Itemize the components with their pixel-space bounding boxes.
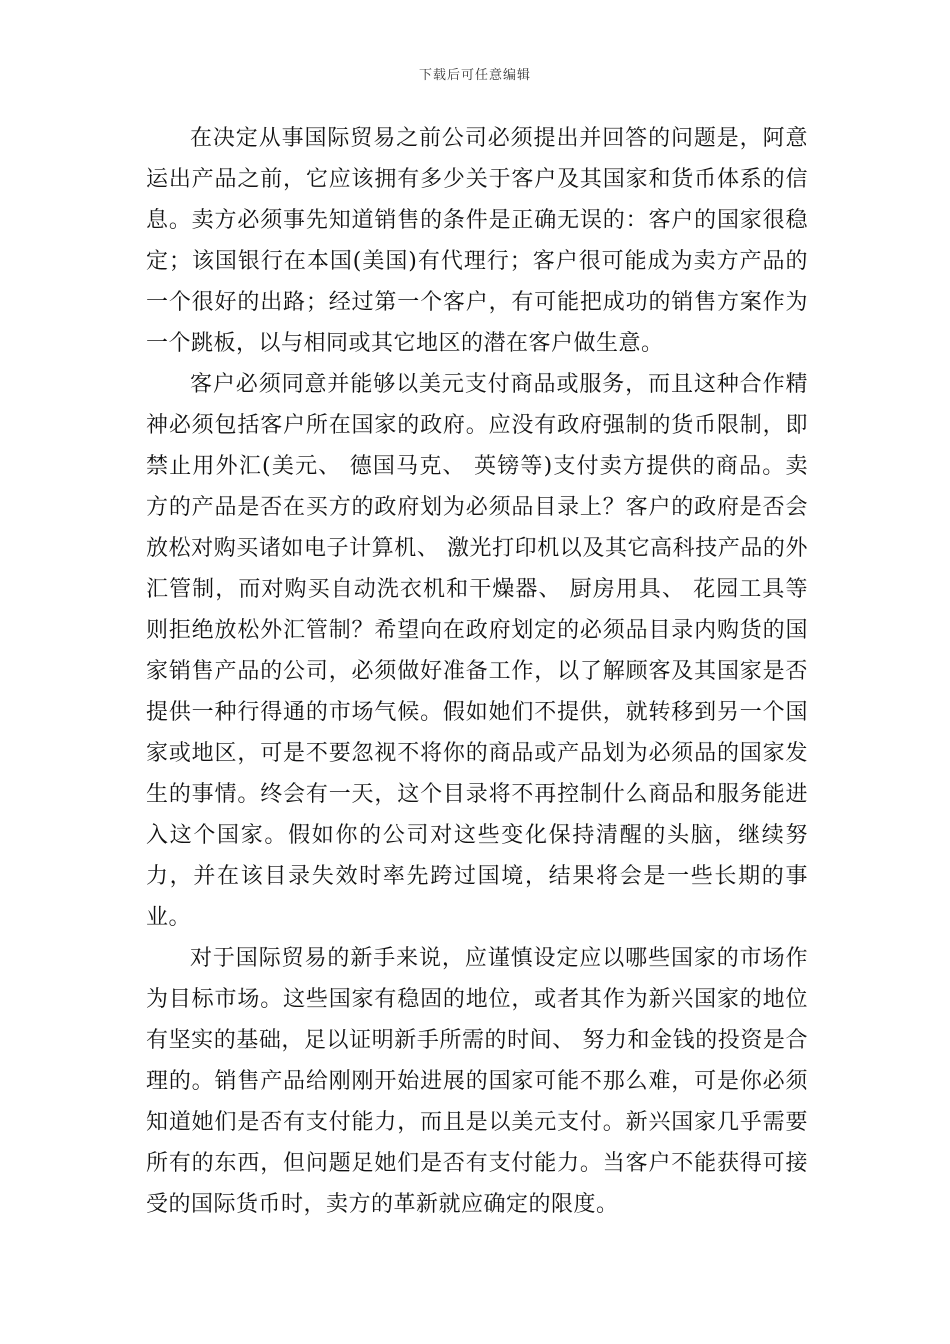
document-body (146, 118, 808, 1225)
paragraph-2: 客户必须同意并能够以美元支付商品或服务，而且这种合作精神必须包括客户所在国家的政府。应没有政府强制的货币限制，即禁止用外汇(美元、 德国马克、 英镑等)支付卖方提供的商品。卖方的产品是否在买方的政府划为必须品目录上？客户的政府是否会放松对购买诸如电子计算机、 激光打印机以及其它高科技产品的外汇管制，而对购买自动洗衣机和干燥器、 厨房用具、 花园工具等则拒绝放松外汇管制？希望向在政府划定的必须品目录内购货的国家销售产品的公司，必须做好准备工作，以了解顾客及其国家是否提供一种行得通的市场气候。假如她们不提供，就转移到另一个国家或地区，可是不要忽视不将你的商品或产品划为必须品的国家发生的事情。终会有一天，这个目录将不再控制什么商品和服务能进入这个国家。假如你的公司对这些变化保持清醒的头脑，继续努力，并在该目录失效时率先跨过国境，结果将会是一些长期的事业。 (146, 372, 808, 930)
page-header: 下载后可任意编辑 (418, 68, 531, 83)
paragraph-3: 对于国际贸易的新手来说，应谨慎设定应以哪些国家的市场作为目标市场。这些国家有稳固的地位，或者其作为新兴国家的地位有坚实的基础，足以证明新手所需的时间、 努力和金钱的投资是合理的。销售产品给刚刚开始进展的国家可能不那么难，可是你必须知道她们是否有支付能力，而且是以美元支付。新兴国家几乎需要所有的东西，但问题足她们是否有支付能力。当客户不能获得可接受的国际货币时，卖方的革新就应确定的限度。 (146, 946, 808, 1217)
paragraph-1: 在决定从事国际贸易之前公司必须提出并回答的问题是，阿意运出产品之前，它应该拥有多少关于客户及其国家和货币体系的信息。卖方必须事先知道销售的条件是正确无误的：客户的国家很稳定；该国银行在本国(美国)有代理行；客户很可能成为卖方产品的一个很好的出路；经过第一个客户，有可能把成功的销售方案作为一个跳板，以与相同或其它地区的潜在客户做生意。 (146, 126, 808, 356)
